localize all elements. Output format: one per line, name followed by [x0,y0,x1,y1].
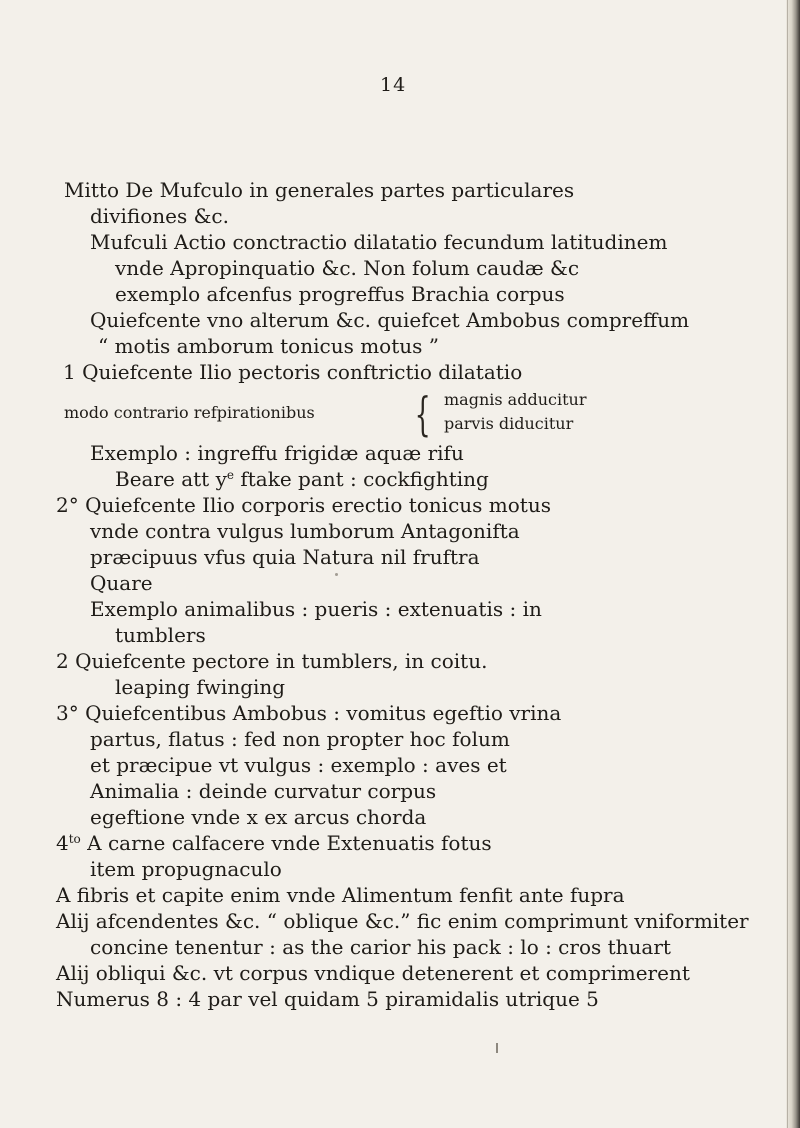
text-line-21: et præcipue vt vulgus : exemplo : aves et [90,753,507,777]
text-line-30: Numerus 8 : 4 par vel quidam 5 piramidalis utrique 5 [56,987,599,1011]
text-line-26: A fibris et capite enim vnde Alimentum fenfit ante fupra [56,883,625,907]
text-line-17: 2 Quiefcente pectore in tumblers, in coitu. [56,649,488,673]
text-line-8: 1 Quiefcente Ilio pectoris conftrictio dilatatio [63,360,523,384]
page-number: 14 [380,74,407,96]
text-line-19: 3° Quiefcentibus Ambobus : vomitus egeftio vrina [56,701,562,725]
brace-option-1: magnis adducitur [444,390,587,409]
page-edge-line [787,0,788,1128]
text-line-25: item propugnaculo [90,857,282,881]
text-line-27: Alij afcendentes &c. “ oblique &c.” fic enim comprimunt vniformiter [56,909,749,933]
text-line-29: Alij obliqui &c. vt corpus vndique detenerent et comprimerent [56,961,690,985]
text-line-3: Mufculi Actio conctractio dilatatio fecundum latitudinem [90,230,668,254]
text-line-10: Beare att $y^e$ ftake pant : cockfighting [115,467,489,491]
text-line-2: divifiones &c. [90,204,229,228]
text-line-5: exemplo afcenfus progreffus Brachia corpus [115,282,565,306]
page-edge-shadow [786,0,800,1128]
text-line-22: Animalia : deinde curvatur corpus [90,779,437,803]
text-line-28: concine tenentur : as the carior his pack : lo : cros thuart [90,935,671,959]
text-line-7: “ motis amborum tonicus motus ” [98,334,439,358]
text-line-24: $4^{to}$ A carne calfacere vnde Extenuatis fotus [56,831,492,855]
text-line-1: Mitto De Mufculo in generales partes particulares [64,178,575,202]
brace-option-2: parvis diducitur [444,414,574,433]
text-line-23: egeftione vnde x ex arcus chorda [90,805,427,829]
text-line-4: vnde Apropinquatio &c. Non folum caudæ &c [115,256,580,280]
text-line-13: præcipuus vfus quia Natura nil fruftra [90,545,480,569]
text-line-15: Exemplo animalibus : pueris : extenuatis : in [90,597,542,621]
text-line-11: 2° Quiefcente Ilio corporis erectio tonicus motus [56,493,551,517]
text-line-18: leaping fwinging [115,675,286,699]
curly-brace-icon: { [414,387,431,441]
text-line-9: Exemplo : ingreffu frigidæ aquæ rifu [90,441,464,465]
text-line-20: partus, flatus : fed non propter hoc folum [90,727,510,751]
ink-dot [335,573,338,576]
text-line-14: Quare [90,571,153,595]
ink-stroke [496,1043,498,1053]
text-line-16: tumblers [115,623,206,647]
text-line-12: vnde contra vulgus lumborum Antagonifta [90,519,520,543]
text-line-6: Quiefcente vno alterum &c. quiefcet Ambobus compreffum [90,308,690,332]
brace-lead-text: modo contrario refpirationibus [64,403,315,422]
